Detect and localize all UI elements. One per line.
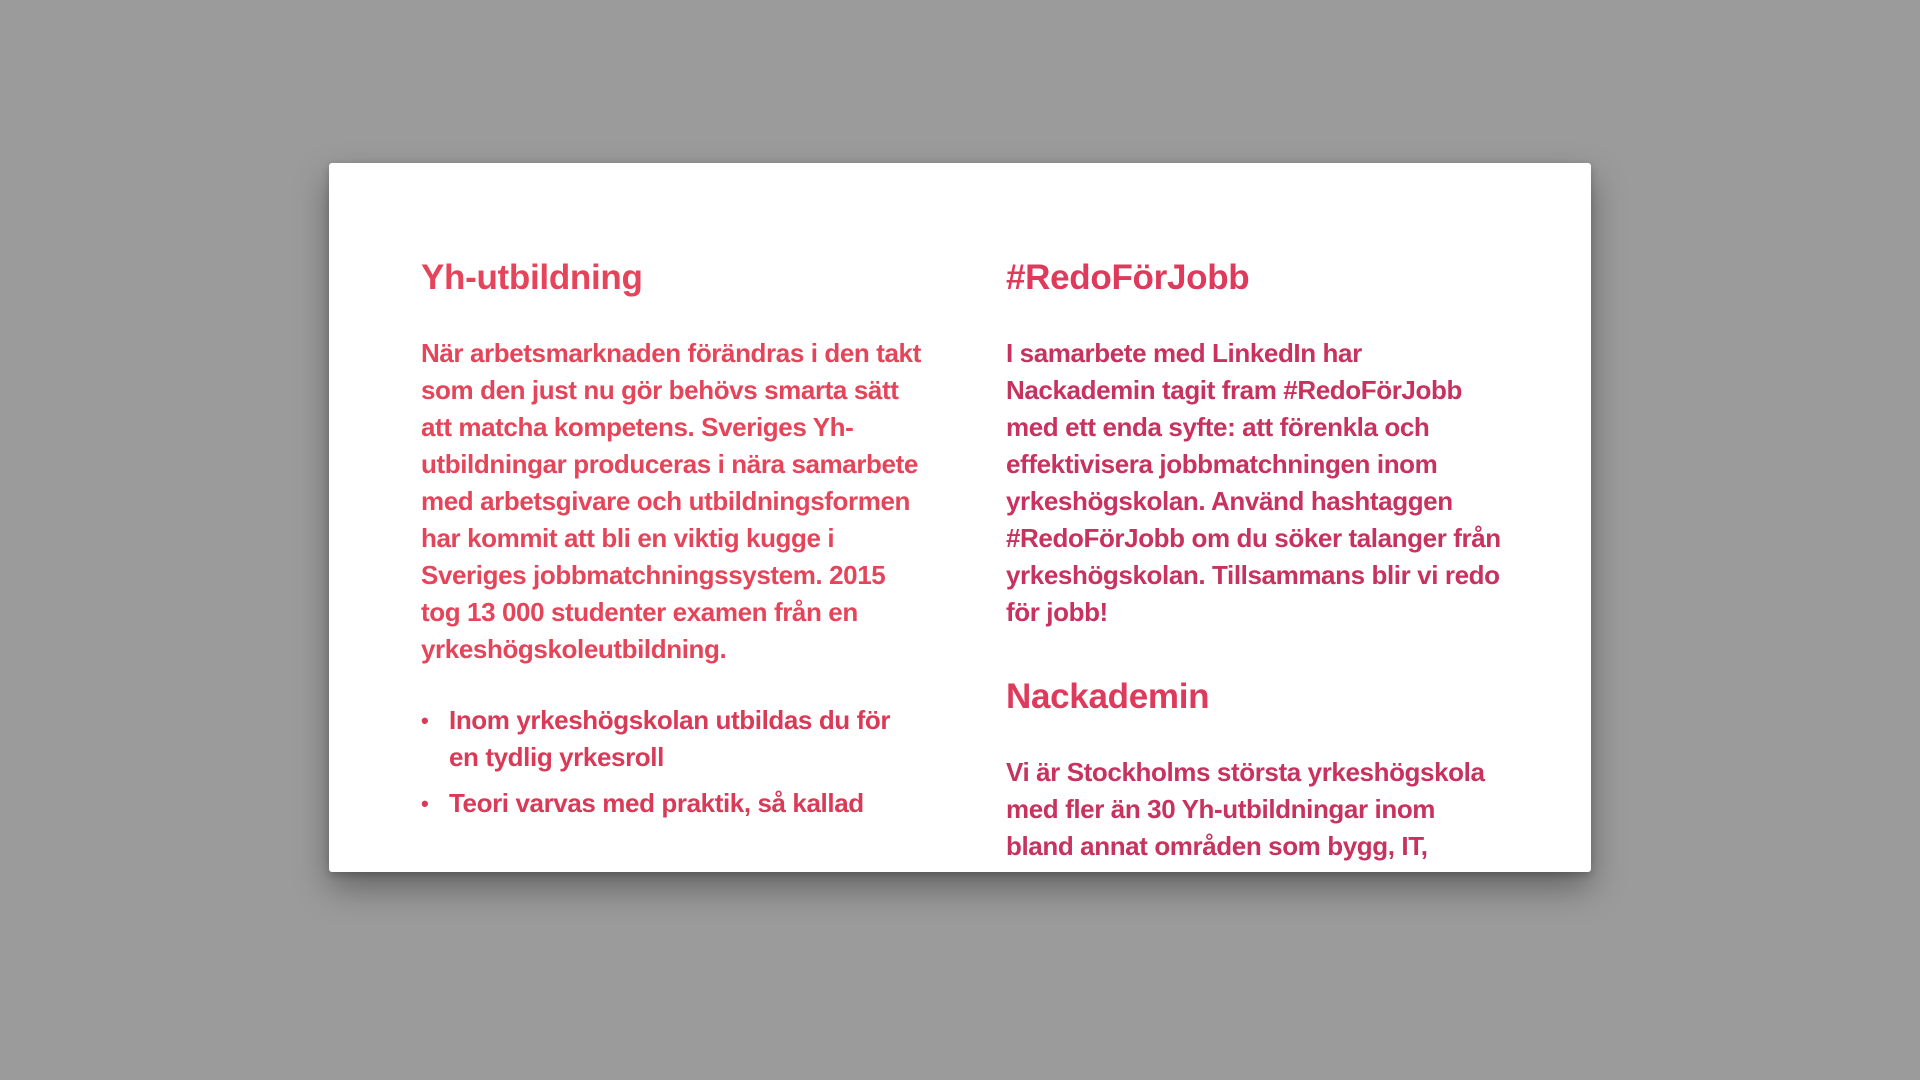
yh-paragraph: När arbetsmarknaden förändras i den takt som den just nu gör behövs smarta sätt att matcha kompetens. Sveriges Yh-utbildningar produceras i nära samarbete med arbetsgivare och utbildningsformen har kommit att bli en viktig kugge i Sveriges jobbmatchningssystem. 2015 tog 13 000 studenter examen från en yrkeshögskoleutbildning. <box>421 338 921 664</box>
right-column <box>1006 254 1506 865</box>
nackademin-heading: Nackademin <box>1006 677 1210 716</box>
redoforjobb-heading: #RedoFörJobb <box>1006 258 1250 297</box>
content-modal <box>329 163 1591 872</box>
redoforjobb-paragraph: I samarbete med LinkedIn har Nackademin tagit fram #RedoFörJobb med ett enda syfte: att förenkla och effektivisera jobbmatchningen inom yrkeshögskolan. Använd hashtaggen #RedoFörJobb om du söker talanger från yrkeshögskolan. Tillsammans blir vi redo för jobb! <box>1006 338 1501 627</box>
nackademin-paragraph: Vi är Stockholms största yrkeshögskola med fler än 30 Yh-utbildningar inom bland annat områden som bygg, IT, <box>1006 757 1485 861</box>
list-item: • Inom yrkeshögskolan utbildas du för en tydlig yrkesroll <box>449 702 921 776</box>
yh-bullet-list <box>421 702 921 822</box>
yh-heading: Yh-utbildning <box>421 258 643 297</box>
list-item: • Teori varvas med praktik, så kallad <box>449 785 921 822</box>
left-column <box>421 254 921 831</box>
